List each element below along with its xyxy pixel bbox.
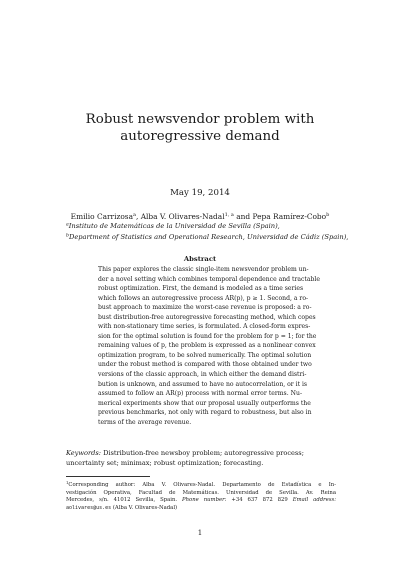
abstract-line: remaining values of p, the problem is expressed as a nonlinear convex: [98, 342, 316, 350]
author-3: Pepa Ramírez-Cobo: [252, 212, 327, 221]
paper-date: May 19, 2014: [170, 188, 230, 198]
author-2-affil-mark: 1, a: [224, 212, 234, 218]
abstract-line: assumed to follow an AR(p) process with normal error terms. Nu-: [98, 390, 302, 398]
abstract-line: merical experiments show that our proposal usually outperforms the: [98, 399, 311, 407]
abstract-heading: Abstract: [183, 255, 217, 263]
author-separator: and: [233, 212, 253, 221]
email-address-link[interactable]: aolivares@us.es: [66, 504, 112, 511]
abstract-line: bution is unknown, and assumed to have no autocorrelation, or it is: [98, 380, 308, 388]
footnote-text: Corresponding author: Alba V. Olivares-Nadal. Departamento de Estadística e In-: [68, 482, 336, 488]
footnote-line: vestigación Operativa, Facultad de Matemáticas. Universidad de Sevilla. Av. Reina: [66, 489, 336, 496]
affiliation-mark: a: [66, 222, 69, 228]
author-3-affil-mark: b: [326, 212, 330, 218]
abstract-line: der a novel setting which combines temporal dependence and tractable: [98, 275, 320, 283]
author-2: Alba V. Olivares-Nadal: [140, 212, 225, 221]
abstract-line: This paper explores the classic single-item newsvendor problem un-: [98, 266, 309, 273]
footnote-address: Mercedes, s/n. 41012 Sevilla, Spain.: [66, 497, 178, 504]
page-number: 1: [197, 529, 203, 537]
affiliation-mark: b: [66, 233, 69, 239]
title-line-1: Robust newsvendor problem with: [85, 112, 315, 127]
paper-title: [0, 111, 400, 145]
author-list: [0, 212, 400, 221]
abstract-line: with non-stationary time series, is formulated. A closed-form expres-: [98, 323, 311, 331]
author-1-affil-mark: a: [133, 212, 136, 218]
abstract-line: robust optimization. First, the demand is modeled as a time series: [98, 285, 304, 293]
abstract-line: versions of the classic approach, in which either the demand distri-: [98, 371, 307, 379]
phone-label: Phone number:: [182, 497, 227, 504]
keywords-label: Keywords:: [66, 449, 101, 457]
email-owner: (Alba V. Olivares-Nadal): [111, 504, 178, 511]
affiliation-text: Instituto de Matemáticas de la Universidad de Sevilla (Spain),: [68, 222, 280, 230]
abstract-line: bust approach to maximize the worst-case revenue is proposed: a ro-: [98, 304, 312, 312]
abstract-body: [98, 265, 320, 427]
footnote-mark: 1: [66, 480, 69, 485]
keywords-line: uncertainty set; minimax; robust optimization; forecasting.: [66, 459, 264, 467]
affiliation-b: [66, 233, 348, 241]
affiliation-a: [66, 222, 280, 230]
footnote-rule: [66, 476, 150, 477]
abstract-line: sion for the optimal solution is found for the problem for p = 1; for the: [98, 332, 317, 340]
keywords: [66, 448, 336, 468]
abstract-line: previous benchmarks, not only with regard to robustness, but also in: [98, 409, 312, 417]
abstract-line: bust distribution-free autoregressive forecasting method, which copes: [98, 313, 316, 321]
abstract-line: under the robust method is compared with those obtained under two: [98, 361, 312, 369]
abstract-line: which follows an autoregressive process AR(p), p ≥ 1. Second, a ro-: [98, 294, 309, 302]
phone-number: +34 637 872 829: [226, 497, 288, 504]
author-separator: ,: [135, 212, 141, 221]
keywords-text: Distribution-free newsboy problem; autoregressive process;: [103, 449, 304, 457]
email-label: Email address:: [292, 497, 336, 504]
affiliation-text: Department of Statistics and Operational Research, Universidad de Cádiz (Spain),: [68, 233, 349, 241]
author-1: Emilio Carrizosa: [70, 212, 133, 221]
title-line-2: autoregressive demand: [120, 129, 280, 144]
footnote-line: [66, 505, 336, 513]
abstract-line: terms of the average revenue.: [98, 418, 192, 426]
footnote-line: [66, 479, 336, 490]
footnote-line: [66, 497, 336, 505]
footnote: [66, 479, 336, 512]
abstract-line: optimization program, to be solved numerically. The optimal solution: [98, 351, 312, 359]
keywords-line: [66, 448, 336, 458]
